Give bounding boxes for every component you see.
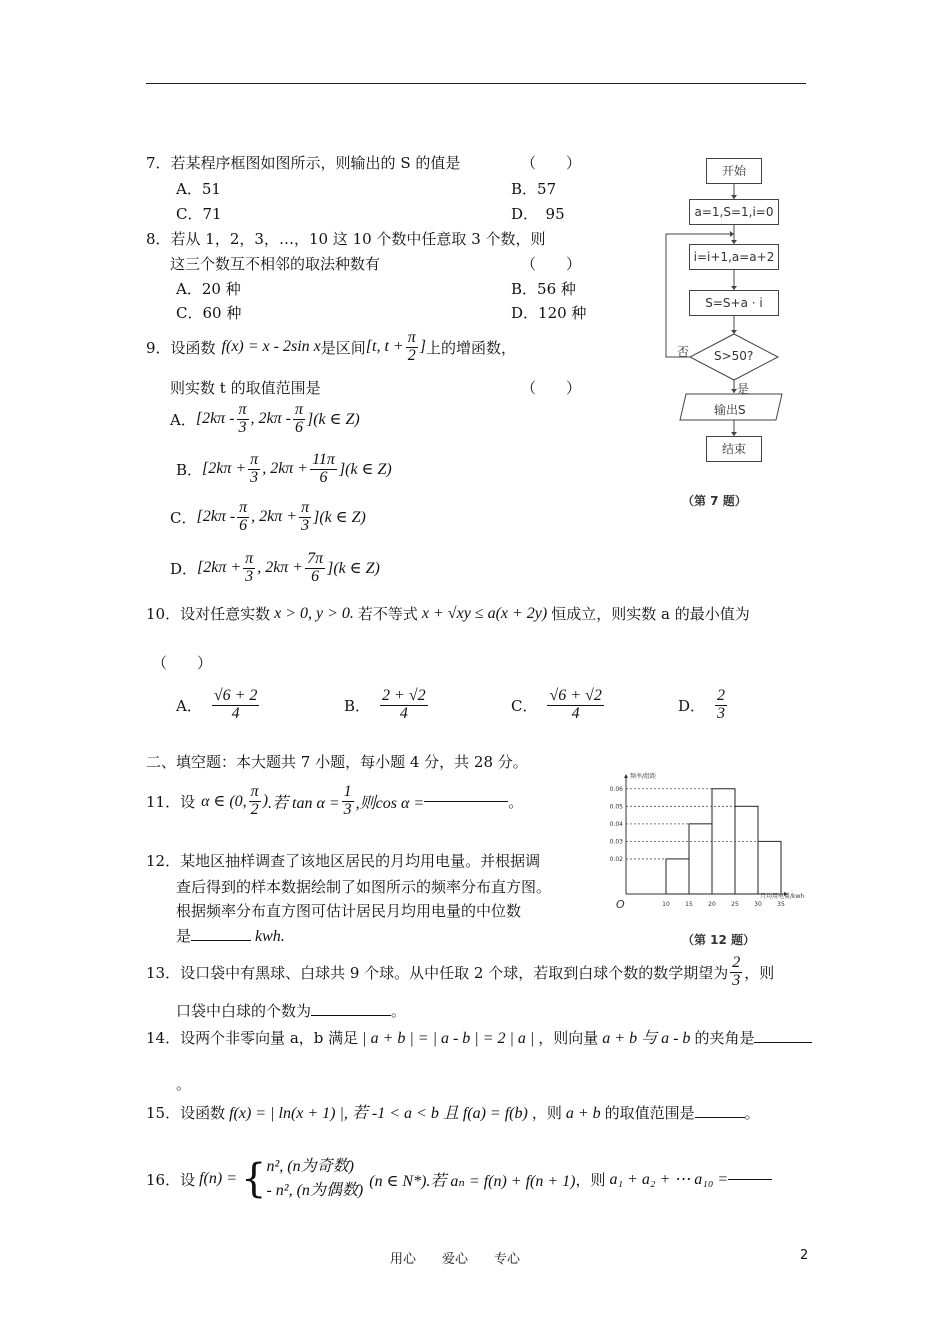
x-tick-label: 30 (754, 901, 762, 908)
histogram-chart (602, 770, 812, 920)
q16-stem (146, 1155, 772, 1203)
q12-unit: kwh. (255, 928, 285, 945)
q14-answer-blank[interactable] (754, 1042, 812, 1043)
q9-b-den1: 3 (250, 468, 259, 486)
q10-b-num: 2 + √2 (382, 687, 426, 704)
q9-c-num2: π (301, 499, 310, 516)
q9-b-num2: 11π (312, 451, 335, 468)
q9-a-num2: π (294, 401, 303, 418)
q10-option-c (511, 688, 606, 723)
y-tick-label: 0.04 (609, 820, 623, 828)
q7-paren: （ ） (521, 154, 582, 172)
q9-mid: 是区间 (320, 338, 366, 357)
q9-stem2: 则实数 t 的取值范围是 (170, 379, 321, 397)
q10-suffix: 恒成立，则实数 a 的最小值为 (551, 605, 750, 623)
q10-b-den: 4 (399, 704, 408, 722)
q11-one: 1 (343, 783, 352, 800)
q16-fn: f(n) = (199, 1170, 237, 1187)
q12-line1: 12．某地区抽样调查了该地区居民的月均用电量。并根据调 (146, 852, 541, 870)
q14-suffix: 的夹角是 (694, 1029, 755, 1047)
q8-paren: （ ） (521, 255, 582, 273)
q10-cond: x > 0, y > 0. (274, 604, 354, 622)
flowchart-end: 结束 (706, 436, 762, 462)
q10-stem (146, 603, 750, 624)
q9-option-d (170, 551, 380, 586)
q11-two: 2 (250, 800, 259, 818)
q10-c-num: √6 + √2 (549, 687, 602, 704)
flowchart-start: 开始 (706, 158, 762, 184)
q11-end: 。 (508, 792, 524, 811)
q9-pi: π (407, 329, 416, 346)
x-axis-label: 月均用电量/kwh (760, 893, 805, 900)
q9-b-expr1: [2kπ + (202, 460, 247, 478)
q16-brace: { (241, 1156, 267, 1202)
q11-stem (146, 784, 523, 819)
flowchart-step1: i=i+1,a=a+2 (689, 244, 779, 270)
origin-label: O (616, 898, 625, 911)
q7-option-b: B．57 (511, 180, 557, 198)
flowchart-step2: S=S+a · i (689, 290, 779, 316)
q8-option-d: D．120 种 (511, 304, 587, 322)
q7-option-d: D． 95 (511, 205, 565, 223)
section-2-heading: 二、填空题：本大题共 7 小题，每小题 4 分，共 28 分。 (146, 753, 528, 771)
q15-suffix: 的取值范围是 (604, 1104, 695, 1122)
q9-c-end: ](k ∈ Z) (313, 509, 366, 527)
q10-option-b (344, 688, 430, 723)
flowchart-no: 否 (677, 345, 690, 359)
histogram-bar (735, 806, 758, 894)
q9-a-expr2: , 2kπ - (250, 410, 291, 428)
q9-suffix: 上的增函数， (425, 338, 516, 357)
q9-b-num1: π (250, 451, 259, 468)
q10-option-d (678, 688, 729, 723)
q9-option-c (170, 500, 366, 535)
q13-answer-blank[interactable] (311, 1015, 391, 1016)
q12-answer-blank[interactable] (191, 940, 251, 941)
q8-option-a: A．20 种 (176, 280, 241, 298)
q14-expr2: a + b 与 a - b (602, 1030, 691, 1047)
q9-a-den2: 6 (294, 418, 303, 436)
q11-close: ) (262, 792, 269, 810)
q9-d-expr2: , 2kπ + (257, 559, 304, 577)
q9-c-den2: 3 (301, 516, 310, 534)
q9-option-b (176, 452, 392, 487)
histogram-caption: （第 12 题） (682, 933, 756, 947)
q9-a-den1: 3 (238, 418, 247, 436)
q11-three: 3 (343, 800, 352, 818)
q11-pi: π (250, 783, 259, 800)
q9-stem (146, 330, 516, 365)
q13-line1 (146, 955, 774, 990)
q11-answer-blank[interactable] (424, 801, 508, 802)
q8-option-c: C．60 种 (176, 304, 242, 322)
q12-line4a: 是 (176, 927, 192, 945)
q9-c-den1: 6 (239, 516, 248, 534)
y-axis-arrow-icon (624, 774, 628, 778)
q8-option-b: B．56 种 (511, 280, 576, 298)
q9-a-end: ](k ∈ Z) (307, 411, 360, 429)
q9-d-end: ](k ∈ Z) (327, 560, 380, 578)
q7-option-c: C．71 (176, 205, 222, 223)
histogram-bar (666, 859, 689, 894)
flowchart-caption: （第 7 题） (682, 494, 747, 508)
q10-b-label: B． (344, 696, 371, 715)
q15-expr: f(x) = | ln(x + 1) |, 若 -1 < a < b 且 f(a) = f(b) (229, 1105, 528, 1122)
flowchart-yes: 是 (737, 382, 750, 396)
q9-c-label: C． (170, 508, 197, 527)
histogram-bar (758, 841, 781, 894)
q15-stem (146, 1100, 760, 1123)
y-tick-label: 0.02 (609, 855, 623, 863)
x-tick-label: 25 (731, 901, 739, 908)
q15-expr2: a + b (565, 1105, 601, 1122)
q13-num: 2 (732, 954, 741, 971)
q9-c-expr1: [2kπ - (196, 508, 236, 526)
q10-paren: （ ） (152, 654, 213, 672)
q9-paren: （ ） (521, 379, 582, 397)
flowchart-output: 输出S (714, 403, 746, 417)
y-tick-label: 0.05 (609, 803, 623, 811)
q7-stem: 7．若某程序框图如图所示，则输出的 S 的值是 (146, 154, 461, 172)
q13-end: 。 (391, 1002, 407, 1020)
q16-prefix: 16．设 (146, 1170, 196, 1189)
q9-interval: [t, t + (365, 338, 404, 356)
page-number: 2 (800, 1248, 809, 1263)
q8-stem2: 这三个数互不相邻的取法种数有 (170, 255, 381, 273)
y-axis-label: 频率/组距 (630, 773, 657, 780)
q14-stem (146, 1025, 812, 1048)
q16-case1: n², (n为奇数) (266, 1158, 354, 1175)
q9-d-den1: 3 (245, 567, 254, 585)
q9-c-expr2: , 2kπ + (251, 508, 298, 526)
q9-d-num2: 7π (307, 550, 324, 567)
q13-line2-text: 口袋中白球的个数为 (176, 1002, 312, 1020)
q11-prefix: 11．设 (146, 792, 196, 811)
q16-cond: (n ∈ N*).若 aₙ = f(n) + f(n + 1) (369, 1172, 576, 1190)
q12-line3: 根据频率分布直方图可估计居民月均用电量的中位数 (176, 902, 522, 920)
x-tick-label: 35 (777, 901, 785, 908)
q11-expr1: α ∈ (0, (201, 793, 247, 811)
flowchart-connectors (650, 150, 810, 480)
q12-line4 (176, 925, 285, 946)
q10-d-label: D． (678, 696, 706, 715)
q11-expr3: ,则cos α = (355, 794, 425, 812)
q9-b-den2: 6 (319, 468, 328, 486)
q9-d-num1: π (245, 550, 254, 567)
q9-a-num1: π (238, 401, 247, 418)
q13-line2 (176, 1000, 406, 1021)
q15-mid: ，则 (531, 1104, 562, 1122)
q13-den: 3 (732, 971, 741, 989)
q10-option-a (176, 688, 261, 723)
q9-d-den2: 6 (311, 567, 320, 585)
q9-prefix: 9．设函数 (146, 338, 216, 357)
q13-suffix: ，则 (744, 963, 775, 982)
header-rule (146, 83, 806, 84)
q9-d-expr1: [2kπ + (197, 559, 242, 577)
q9-a-label: A． (170, 410, 196, 429)
q9-b-expr2: , 2kπ + (262, 460, 309, 478)
q10-ineq: x + √xy ≤ a(x + 2y) (421, 604, 548, 622)
histogram-bar (689, 824, 712, 894)
q10-a-label: A． (176, 696, 202, 715)
q9-d-label: D． (170, 559, 198, 578)
x-tick-label: 20 (708, 901, 716, 908)
q10-d-num: 2 (717, 687, 726, 704)
q9-two: 2 (407, 346, 416, 364)
q16-sum: a₁ + a₂ + ⋯ a₁₀ = (609, 1171, 729, 1188)
y-tick-label: 0.03 (609, 838, 623, 846)
q10-c-den: 4 (571, 704, 580, 722)
q15-prefix: 15．设函数 (146, 1104, 226, 1122)
q14-prefix: 14．设两个非零向量 a，b 满足 (146, 1029, 359, 1047)
q10-prefix: 10．设对任意实数 (146, 605, 271, 623)
q16-mid: ，则 (575, 1170, 606, 1189)
q10-a-num: √6 + 2 (213, 687, 258, 704)
x-tick-label: 10 (662, 901, 670, 908)
q9-a-expr1: [2kπ - (195, 410, 235, 428)
q9-fraction (406, 330, 418, 365)
x-tick-label: 15 (685, 901, 693, 908)
q11-expr2: .若 tan α = (268, 794, 340, 812)
flowchart-decision: S>50? (714, 349, 754, 363)
footer-motto: 用心 爱心 专心 (390, 1252, 521, 1267)
q7-option-a: A．51 (176, 180, 221, 198)
q14-mid: ，则向量 (538, 1029, 599, 1047)
q10-a-den: 4 (231, 704, 240, 722)
q9-function: f(x) = x - 2sin x (221, 338, 321, 356)
flowchart-init: a=1,S=1,i=0 (689, 199, 779, 225)
q9-b-label: B． (176, 460, 203, 479)
q10-d-den: 3 (717, 704, 726, 722)
q8-stem: 8．若从 1，2，3，…，10 这 10 个数中任意取 3 个数，则 (146, 230, 546, 248)
q12-line2: 查后得到的样本数据绘制了如图所示的频率分布直方图。 (176, 878, 552, 896)
q9-close: ] (419, 338, 426, 356)
q15-end: 。 (744, 1104, 760, 1122)
q16-cases (266, 1155, 363, 1203)
q16-case2: - n², (n为偶数) (266, 1182, 364, 1199)
q15-answer-blank[interactable] (695, 1117, 745, 1118)
q14-end: 。 (176, 1075, 192, 1093)
q9-c-num1: π (239, 499, 248, 516)
q10-c-label: C． (511, 696, 538, 715)
q14-expr: | a + b | = | a - b | = 2 | a | (362, 1030, 535, 1047)
q9-option-a (170, 402, 360, 437)
y-tick-label: 0.06 (609, 785, 623, 793)
q16-answer-blank[interactable] (728, 1179, 772, 1180)
q13-text: 13．设口袋中有黑球、白球共 9 个球。从中任取 2 个球，若取到白球个数的数学期望为 (146, 963, 729, 982)
q10-mid: 若不等式 (357, 605, 418, 623)
q9-b-end: ](k ∈ Z) (338, 461, 392, 479)
